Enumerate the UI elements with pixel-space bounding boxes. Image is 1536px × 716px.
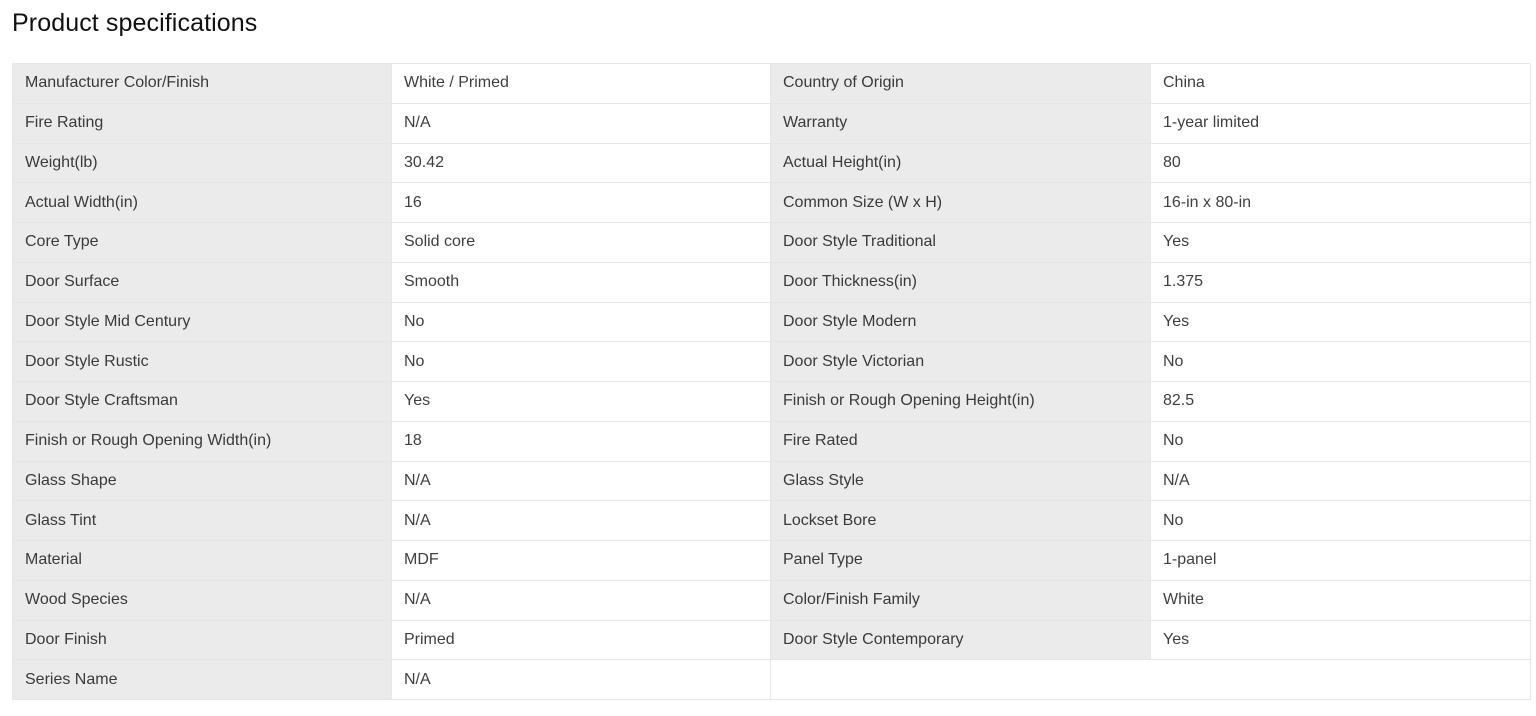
spec-value: Smooth: [392, 263, 771, 303]
spec-value: No: [1151, 342, 1531, 382]
spec-label: Door Style Craftsman: [13, 382, 392, 422]
spec-value: White / Primed: [392, 64, 771, 104]
spec-label: Door Finish: [13, 621, 392, 661]
spec-value: 16: [392, 183, 771, 223]
spec-label: Glass Style: [771, 462, 1151, 502]
page-title: Product specifications: [12, 9, 258, 37]
spec-label: Actual Height(in): [771, 144, 1151, 184]
spec-value: 1-panel: [1151, 541, 1531, 581]
spec-value: No: [392, 342, 771, 382]
spec-label: Door Style Mid Century: [13, 303, 392, 343]
spec-value: N/A: [392, 104, 771, 144]
spec-label: Panel Type: [771, 541, 1151, 581]
spec-label: Finish or Rough Opening Height(in): [771, 382, 1151, 422]
spec-value: Yes: [392, 382, 771, 422]
spec-value: Yes: [1151, 303, 1531, 343]
spec-value: 1.375: [1151, 263, 1531, 303]
spec-value: 30.42: [392, 144, 771, 184]
spec-value: Primed: [392, 621, 771, 661]
spec-value: Solid core: [392, 223, 771, 263]
spec-value: 82.5: [1151, 382, 1531, 422]
spec-value: N/A: [392, 501, 771, 541]
spec-label: Glass Shape: [13, 462, 392, 502]
spec-value: China: [1151, 64, 1531, 104]
spec-value: No: [1151, 501, 1531, 541]
spec-label: Manufacturer Color/Finish: [13, 64, 392, 104]
spec-value: 18: [392, 422, 771, 462]
spec-value: Yes: [1151, 621, 1531, 661]
spec-value: 16-in x 80-in: [1151, 183, 1531, 223]
spec-value: N/A: [1151, 462, 1531, 502]
spec-label: Door Thickness(in): [771, 263, 1151, 303]
spec-label: Material: [13, 541, 392, 581]
spec-label: Wood Species: [13, 581, 392, 621]
spec-label: Door Surface: [13, 263, 392, 303]
spec-value: Yes: [1151, 223, 1531, 263]
empty-cell: [771, 660, 1531, 700]
spec-label: Color/Finish Family: [771, 581, 1151, 621]
spec-value: No: [392, 303, 771, 343]
spec-label: Door Style Victorian: [771, 342, 1151, 382]
spec-label: Glass Tint: [13, 501, 392, 541]
spec-label: Core Type: [13, 223, 392, 263]
spec-label: Actual Width(in): [13, 183, 392, 223]
spec-value: 80: [1151, 144, 1531, 184]
spec-value: 1-year limited: [1151, 104, 1531, 144]
spec-label: Door Style Modern: [771, 303, 1151, 343]
spec-label: Common Size (W x H): [771, 183, 1151, 223]
spec-label: Weight(lb): [13, 144, 392, 184]
spec-label: Finish or Rough Opening Width(in): [13, 422, 392, 462]
spec-label: Series Name: [13, 660, 392, 700]
spec-value: No: [1151, 422, 1531, 462]
spec-label: Door Style Contemporary: [771, 621, 1151, 661]
spec-label: Fire Rating: [13, 104, 392, 144]
spec-value: White: [1151, 581, 1531, 621]
spec-value: N/A: [392, 660, 771, 700]
spec-value: MDF: [392, 541, 771, 581]
spec-label: Lockset Bore: [771, 501, 1151, 541]
spec-label: Door Style Traditional: [771, 223, 1151, 263]
spec-value: N/A: [392, 462, 771, 502]
spec-value: N/A: [392, 581, 771, 621]
spec-label: Door Style Rustic: [13, 342, 392, 382]
spec-label: Fire Rated: [771, 422, 1151, 462]
spec-label: Warranty: [771, 104, 1151, 144]
spec-label: Country of Origin: [771, 64, 1151, 104]
specifications-table: [12, 63, 1530, 700]
